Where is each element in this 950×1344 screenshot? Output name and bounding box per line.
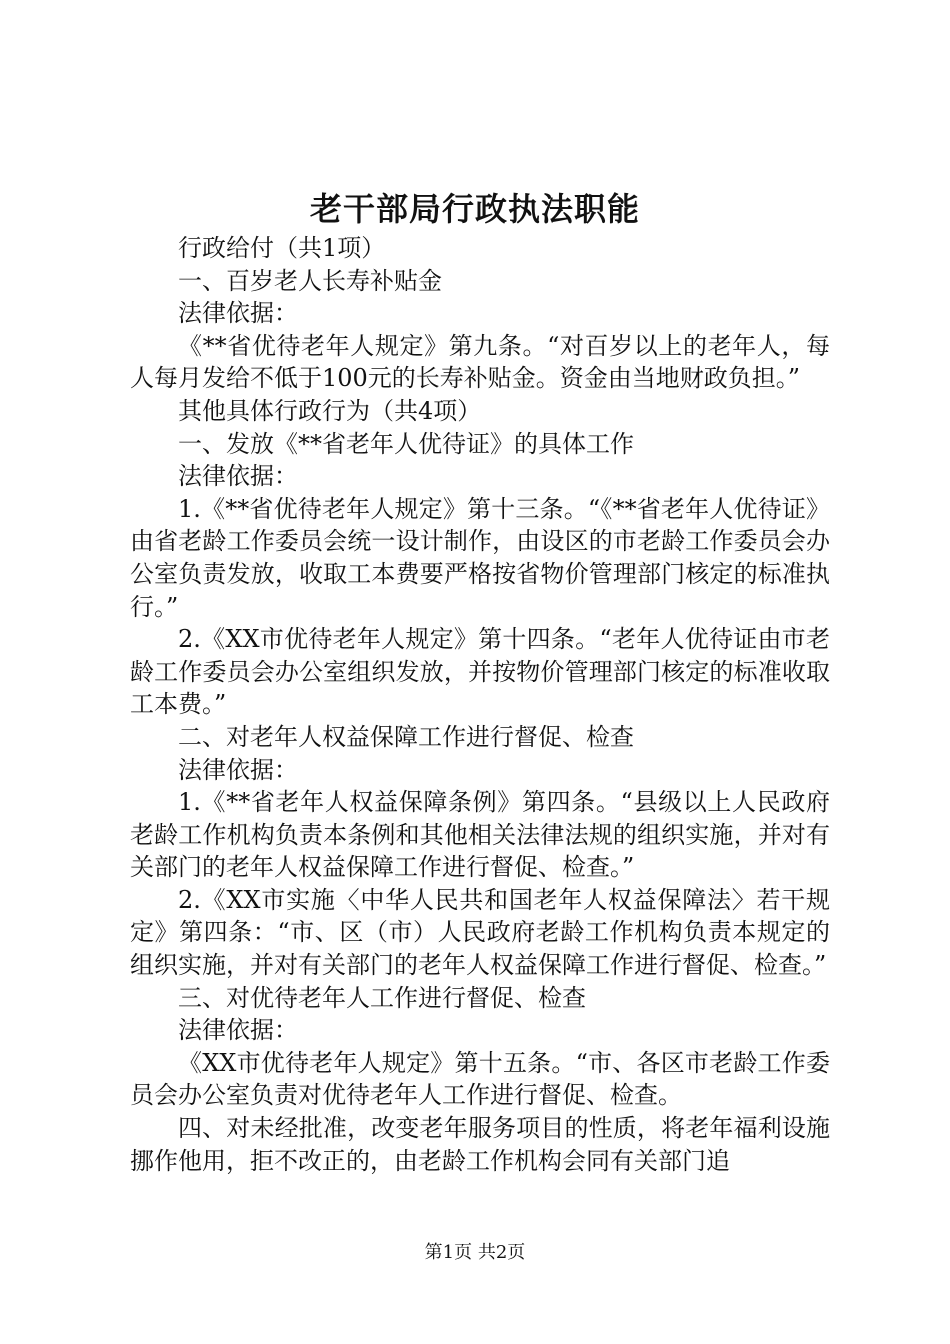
paragraph: 法律依据： (178, 299, 298, 328)
paragraph: 其他具体行政行为（共4项） (178, 396, 482, 425)
page-footer: 第1页 共2页 (424, 1242, 526, 1263)
paragraph: 法律依据： (178, 462, 298, 491)
document-body (130, 232, 830, 1177)
paragraph: 1.《**省老年人权益保障条例》第四条。“县级以上人民政府老龄工作机构负责本条例和其他相关法律法规的组织实施，并对有关部门的老年人权益保障工作进行督促、检查。” (130, 788, 830, 882)
paragraph: 2.《XX市实施〈中华人民共和国老年人权益保障法〉若干规定》第四条：“市、区（市）人民政府老龄工作机构负责本规定的组织实施，并对有关部门的老年人权益保障工作进行督促、检查。” (130, 885, 830, 980)
paragraph: 三、对优待老年人工作进行督促、检查 (178, 983, 586, 1012)
paragraph: 一、百岁老人长寿补贴金 (178, 266, 442, 295)
paragraph: 法律依据： (178, 755, 298, 784)
paragraph: 法律依据： (178, 1016, 298, 1045)
paragraph: 1.《**省优待老年人规定》第十三条。“《**省老年人优待证》由省老龄工作委员会统一设计制作，由设区的市老龄工作委员会办公室负责发放，收取工本费要严格按省物价管理部门核定的标准执行。” (130, 494, 830, 621)
paragraph: 一、发放《**省老年人优待证》的具体工作 (178, 429, 634, 458)
document-title: 老干部局行政执法职能 (309, 190, 640, 228)
paragraph: 2.《XX市优待老年人规定》第十四条。“老年人优待证由市老龄工作委员会办公室组织发放，并按物价管理部门核定的标准收取工本费。” (130, 625, 830, 719)
paragraph: 《**省优待老年人规定》第九条。“对百岁以上的老年人，每人每月发给不低于100元的长寿补贴金。资金由当地财政负担。” (130, 331, 830, 393)
paragraph: 二、对老年人权益保障工作进行督促、检查 (178, 722, 634, 751)
paragraph: 行政给付（共1项） (178, 234, 386, 262)
paragraph: 四、对未经批准，改变老年服务项目的性质，将老年福利设施挪作他用，拒不改正的，由老龄工作机构会同有关部门追 (130, 1114, 830, 1175)
paragraph: 《XX市优待老年人规定》第十五条。“市、各区市老龄工作委员会办公室负责对优待老年人工作进行督促、检查。 (130, 1048, 830, 1110)
